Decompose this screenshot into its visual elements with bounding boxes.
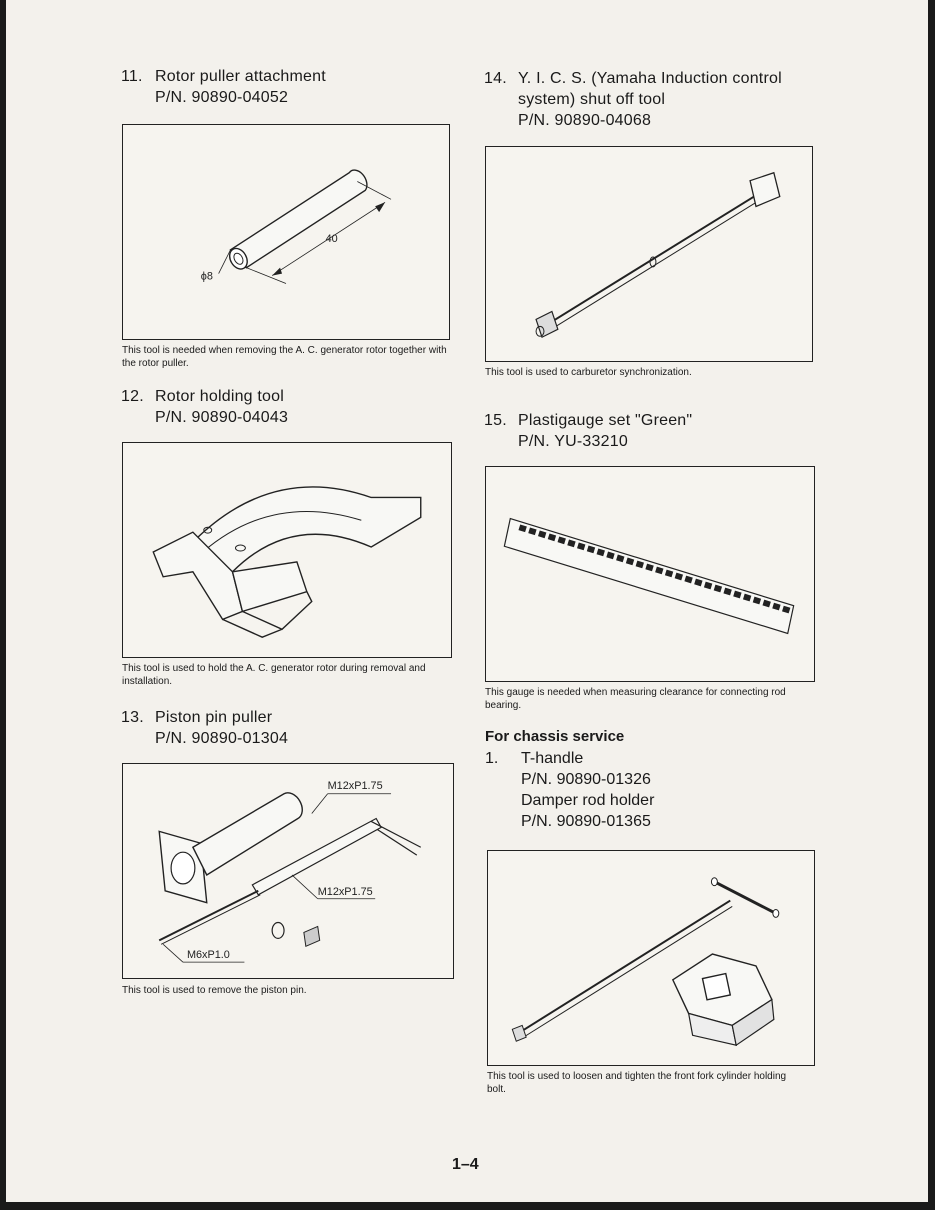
chassis-item-1-caption: This tool is used to loosen and tighten the front fork cylinder holding bolt. — [487, 1071, 787, 1095]
chassis-item-1-number: 1. — [485, 750, 499, 767]
t-handle-illustration — [488, 851, 814, 1065]
damper-rod-holder-name: Damper rod holder — [521, 792, 655, 809]
tool-14-name-line2: system) shut off tool — [518, 91, 666, 108]
yics-shut-off-tool-illustration — [486, 147, 812, 361]
t-handle-damper-rod-holder-figure — [487, 850, 815, 1066]
tool-15-title — [484, 410, 692, 452]
chassis-item-1 — [485, 748, 654, 832]
tool-14-caption: This tool is used to carburetor synchronization. — [485, 367, 692, 378]
rotor-puller-attachment-illustration — [123, 125, 449, 339]
rotor-holding-tool-illustration — [123, 443, 451, 657]
chassis-service-heading: For chassis service — [485, 728, 625, 745]
tool-15-number: 15. — [484, 412, 507, 429]
thread-label-bottom: M6xP1.0 — [186, 949, 230, 962]
tool-12-name: Rotor holding tool — [155, 388, 285, 405]
tool-15-name: Plastigauge set "Green" — [518, 412, 693, 429]
tool-15-caption: This gauge is needed when measuring clearance for connecting rod bearing. — [485, 687, 786, 711]
rotor-puller-attachment-figure — [122, 124, 450, 340]
piston-pin-puller-figure — [122, 763, 454, 979]
tool-15-part-number: P/N. YU-33210 — [518, 433, 628, 450]
thread-label-middle: M12xP1.75 — [317, 885, 373, 898]
tool-13-number: 13. — [121, 709, 144, 726]
tool-12-caption: This tool is used to hold the A. C. generator rotor during removal and installation. — [122, 663, 426, 687]
tool-13-title — [121, 707, 288, 749]
page-number: 1–4 — [452, 1156, 479, 1173]
tool-12-part-number: P/N. 90890-04043 — [155, 409, 289, 426]
damper-rod-holder-part-number: P/N. 90890-01365 — [521, 813, 651, 830]
tool-11-number: 11. — [121, 68, 143, 85]
t-handle-name: T-handle — [521, 750, 584, 767]
tool-13-part-number: P/N. 90890-01304 — [155, 730, 289, 747]
tool-13-name: Piston pin puller — [155, 709, 273, 726]
manual-page — [6, 0, 928, 1202]
t-handle-part-number: P/N. 90890-01326 — [521, 771, 651, 788]
tool-12-title — [121, 386, 288, 428]
rotor-holding-tool-figure — [122, 442, 452, 658]
tool-14-number: 14. — [484, 70, 507, 87]
yics-shut-off-tool-figure — [485, 146, 813, 362]
thread-label-top: M12xP1.75 — [327, 779, 383, 792]
plastigauge-illustration — [486, 467, 814, 681]
length-dimension-label: 40 — [325, 232, 338, 245]
plastigauge-set-figure — [485, 466, 815, 682]
piston-pin-puller-illustration — [123, 764, 453, 978]
tool-12-number: 12. — [121, 388, 144, 405]
tool-11-caption: This tool is needed when removing the A. C. generator rotor together with the rotor puller. — [122, 345, 447, 369]
tool-14-name-line1: Y. I. C. S. (Yamaha Induction control — [518, 70, 782, 87]
tool-11-part-number: P/N. 90890-04052 — [155, 89, 289, 106]
diameter-dimension-label: ϕ8 — [200, 270, 213, 283]
tool-11-title — [121, 66, 326, 108]
tool-14-part-number: P/N. 90890-04068 — [518, 112, 652, 129]
tool-14-title — [484, 68, 824, 131]
tool-13-caption: This tool is used to remove the piston pin. — [122, 985, 307, 996]
tool-11-name: Rotor puller attachment — [155, 68, 326, 85]
